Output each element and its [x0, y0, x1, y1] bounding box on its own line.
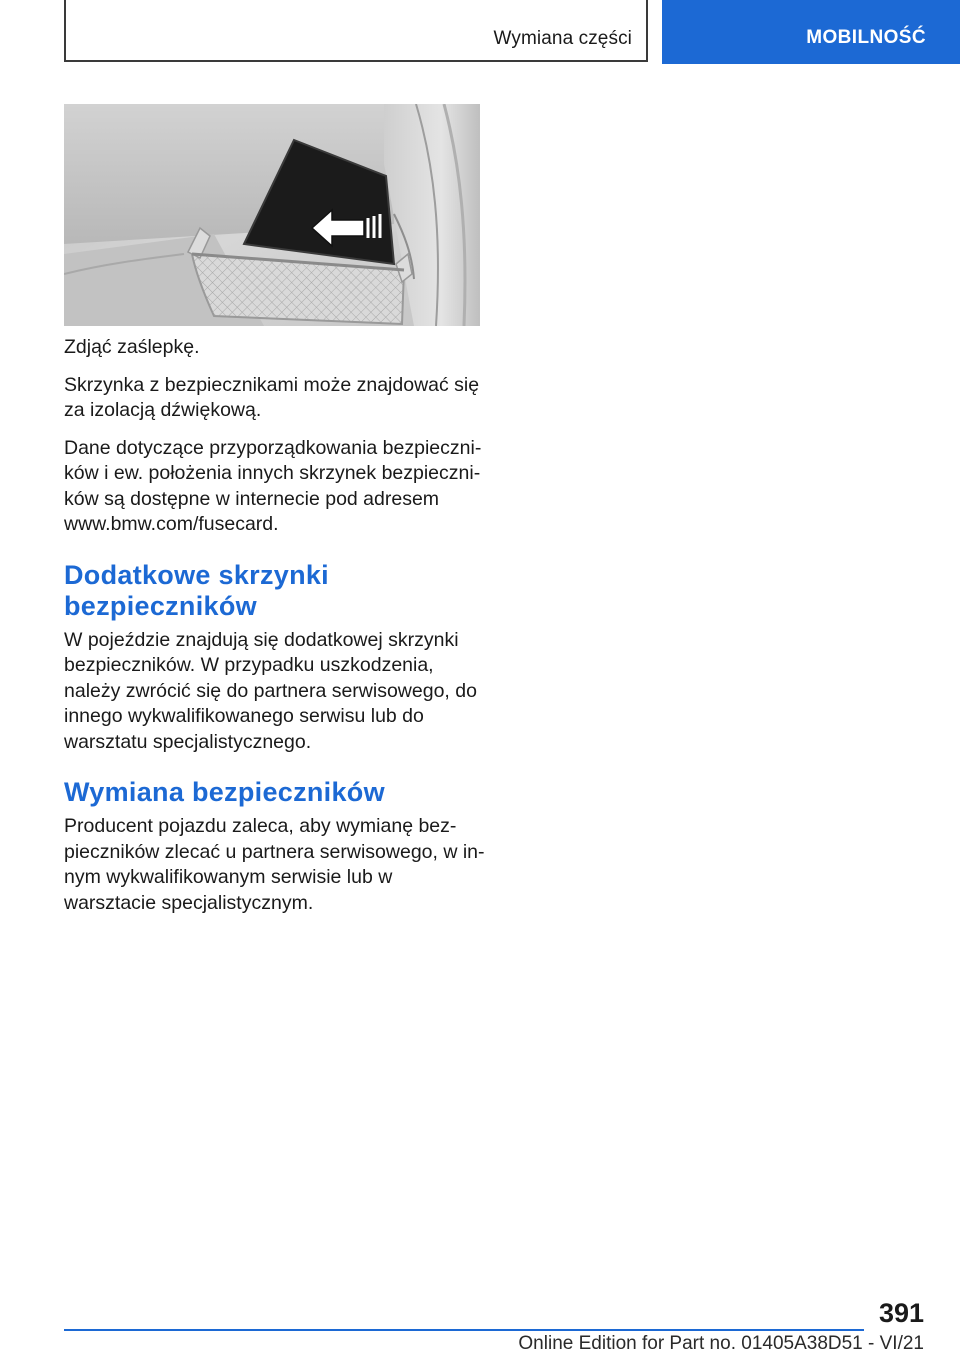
- header-frame: [64, 0, 648, 62]
- paragraph-insulation: Skrzynka z bezpiecznikami może znajdować się za izolacją dźwiękową.: [64, 373, 480, 421]
- chapter-tab: [662, 0, 960, 64]
- paragraph-fuse-assignment: Dane dotyczące przyporządkowania bezpieczników i ew. położenia innych skrzynek bezpieczników są dostępne w internecie pod adresem www.bmw.com/fusecard.: [64, 436, 482, 535]
- footer-divider: [64, 1329, 864, 1331]
- fuse-box-cover-illustration: [64, 104, 480, 326]
- heading-replacing-fuses: Wymiana bezpieczników: [64, 777, 385, 807]
- page-number: 391: [878, 1298, 924, 1328]
- illustration-drawing: [64, 104, 480, 326]
- heading-additional-fuse-boxes: Dodatkowe skrzynki bezpieczników: [64, 559, 329, 621]
- main-content: [64, 335, 486, 916]
- footer-edition-text: Online Edition for Part no. 01405A38D51 - VI/21: [518, 1333, 924, 1354]
- chapter-title: MOBILNOŚĆ: [806, 27, 926, 48]
- figure-caption: Zdjąć zaślepkę.: [64, 336, 200, 358]
- section-title: Wymiana części: [493, 28, 632, 49]
- paragraph-replacing-fuses: Producent pojazdu zaleca, aby wymianę bezpieczników zlecać u partnera serwisowego, w innym wykwalifikowanym serwisie lub w warsztacie specjalistycznym.: [64, 815, 485, 914]
- paragraph-additional-fuse-boxes: W pojeździe znajdują się dodatkowej skrzynki bezpieczników. W przypadku uszkodzenia, należy zwrócić się do partnera serwisowego, do innego wykwalifikowanego serwisu lub do warsztatu specjalistycznego.: [64, 628, 477, 753]
